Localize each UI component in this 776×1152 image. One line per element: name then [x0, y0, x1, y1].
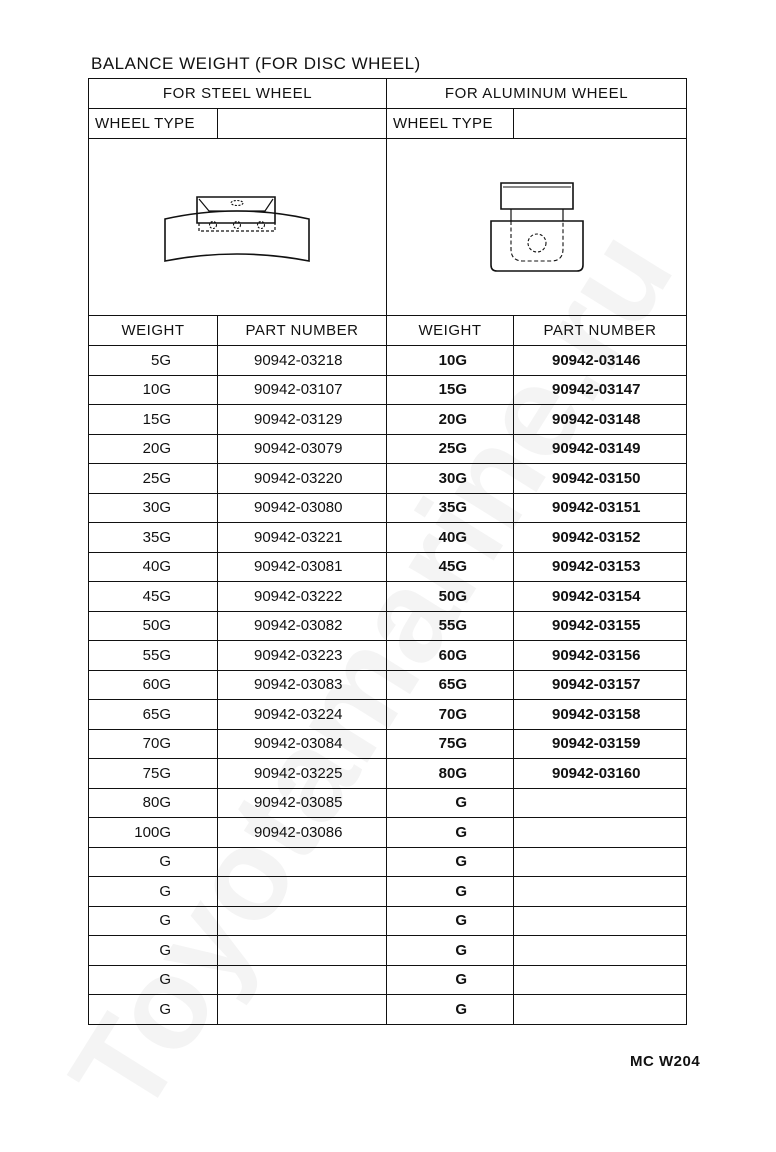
aluminum-weight-cell: 40G — [387, 523, 514, 553]
aluminum-part-number-column-header: PART NUMBER — [514, 316, 687, 346]
aluminum-part-number-cell: 90942-03149 — [514, 434, 687, 464]
steel-part-number-cell: 90942-03224 — [218, 700, 387, 730]
aluminum-weight-cell: G — [387, 847, 514, 877]
steel-weight-cell: G — [89, 965, 218, 995]
steel-weight-cell: G — [89, 906, 218, 936]
steel-weight-cell: 25G — [89, 464, 218, 494]
steel-weight-cell: 75G — [89, 759, 218, 789]
steel-weight-cell: G — [89, 847, 218, 877]
steel-part-number-cell — [218, 877, 387, 907]
aluminum-weight-column-header: WEIGHT — [387, 316, 514, 346]
aluminum-part-number-cell: 90942-03147 — [514, 375, 687, 405]
steel-part-number-cell — [218, 965, 387, 995]
steel-weight-cell: 80G — [89, 788, 218, 818]
steel-part-number-cell: 90942-03079 — [218, 434, 387, 464]
aluminum-weight-cell: G — [387, 877, 514, 907]
aluminum-weight-cell: G — [387, 936, 514, 966]
aluminum-weight-cell: 35G — [387, 493, 514, 523]
document-code: MC W204 — [630, 1053, 701, 1070]
steel-part-number-cell: 90942-03225 — [218, 759, 387, 789]
steel-weight-cell: 40G — [89, 552, 218, 582]
table-row — [89, 346, 687, 376]
table-row — [89, 877, 687, 907]
table-row — [89, 464, 687, 494]
table-row — [89, 405, 687, 435]
steel-part-number-cell — [218, 995, 387, 1025]
weight-rows — [89, 346, 687, 1025]
table-row — [89, 434, 687, 464]
aluminum-part-number-cell: 90942-03150 — [514, 464, 687, 494]
steel-weight-cell: 60G — [89, 670, 218, 700]
steel-part-number-cell — [218, 847, 387, 877]
steel-weight-cell: 65G — [89, 700, 218, 730]
steel-part-number-column-header: PART NUMBER — [218, 316, 387, 346]
aluminum-weight-cell: 50G — [387, 582, 514, 612]
steel-part-number-cell: 90942-03083 — [218, 670, 387, 700]
aluminum-part-number-cell — [514, 965, 687, 995]
steel-part-number-cell: 90942-03223 — [218, 641, 387, 671]
document-title: BALANCE WEIGHT (FOR DISC WHEEL) — [91, 54, 421, 73]
steel-part-number-cell: 90942-03086 — [218, 818, 387, 848]
aluminum-weight-cell: 25G — [387, 434, 514, 464]
aluminum-weight-cell: G — [387, 965, 514, 995]
aluminum-weight-cell: G — [387, 995, 514, 1025]
aluminum-part-number-cell: 90942-03158 — [514, 700, 687, 730]
steel-weight-cell: 45G — [89, 582, 218, 612]
steel-part-number-cell — [218, 936, 387, 966]
table-row — [89, 906, 687, 936]
table-row — [89, 965, 687, 995]
aluminum-weight-cell: 80G — [387, 759, 514, 789]
steel-part-number-cell: 90942-03221 — [218, 523, 387, 553]
aluminum-weight-cell: 65G — [387, 670, 514, 700]
aluminum-part-number-cell: 90942-03156 — [514, 641, 687, 671]
aluminum-part-number-cell: 90942-03153 — [514, 552, 687, 582]
steel-weight-cell: 5G — [89, 346, 218, 376]
steel-part-number-cell: 90942-03107 — [218, 375, 387, 405]
aluminum-weight-cell: 30G — [387, 464, 514, 494]
steel-weight-cell: G — [89, 877, 218, 907]
steel-part-number-cell: 90942-03085 — [218, 788, 387, 818]
aluminum-part-number-cell: 90942-03148 — [514, 405, 687, 435]
aluminum-weight-cell: 10G — [387, 346, 514, 376]
steel-part-number-cell: 90942-03129 — [218, 405, 387, 435]
aluminum-part-number-cell — [514, 877, 687, 907]
aluminum-part-number-cell: 90942-03146 — [514, 346, 687, 376]
steel-weight-cell: 100G — [89, 818, 218, 848]
aluminum-weight-cell: 15G — [387, 375, 514, 405]
aluminum-part-number-cell: 90942-03157 — [514, 670, 687, 700]
table-row — [89, 995, 687, 1025]
steel-weight-cell: 50G — [89, 611, 218, 641]
aluminum-part-number-cell: 90942-03154 — [514, 582, 687, 612]
aluminum-weight-cell: 60G — [387, 641, 514, 671]
aluminum-part-number-cell — [514, 788, 687, 818]
steel-weight-cell: 15G — [89, 405, 218, 435]
aluminum-part-number-cell: 90942-03155 — [514, 611, 687, 641]
aluminum-wheel-header: FOR ALUMINUM WHEEL — [387, 79, 687, 109]
aluminum-part-number-cell — [514, 906, 687, 936]
aluminum-part-number-cell: 90942-03151 — [514, 493, 687, 523]
steel-clip-weight-icon — [89, 139, 387, 315]
steel-part-number-cell: 90942-03220 — [218, 464, 387, 494]
aluminum-wheel-type-label: WHEEL TYPE — [387, 109, 514, 139]
table-row — [89, 552, 687, 582]
table-row — [89, 788, 687, 818]
steel-part-number-cell: 90942-03222 — [218, 582, 387, 612]
table-row — [89, 611, 687, 641]
steel-wheel-type-value — [218, 109, 387, 139]
steel-part-number-cell: 90942-03080 — [218, 493, 387, 523]
aluminum-weight-cell: 70G — [387, 700, 514, 730]
table-row — [89, 523, 687, 553]
steel-part-number-cell: 90942-03084 — [218, 729, 387, 759]
aluminum-adhesive-weight-icon — [387, 139, 687, 315]
aluminum-part-number-cell: 90942-03160 — [514, 759, 687, 789]
aluminum-part-number-cell: 90942-03159 — [514, 729, 687, 759]
steel-weight-cell: G — [89, 995, 218, 1025]
aluminum-part-number-cell: 90942-03152 — [514, 523, 687, 553]
aluminum-part-number-cell — [514, 847, 687, 877]
steel-weight-cell: 20G — [89, 434, 218, 464]
aluminum-weight-cell: 55G — [387, 611, 514, 641]
steel-weight-cell: 10G — [89, 375, 218, 405]
table-row — [89, 670, 687, 700]
steel-part-number-cell — [218, 906, 387, 936]
steel-weight-cell: 30G — [89, 493, 218, 523]
table-row — [89, 936, 687, 966]
aluminum-weight-cell: 75G — [387, 729, 514, 759]
steel-weight-illustration — [89, 139, 387, 316]
steel-weight-column-header: WEIGHT — [89, 316, 218, 346]
aluminum-wheel-type-value — [514, 109, 687, 139]
steel-part-number-cell: 90942-03218 — [218, 346, 387, 376]
aluminum-weight-cell: 45G — [387, 552, 514, 582]
aluminum-part-number-cell — [514, 995, 687, 1025]
aluminum-weight-cell: G — [387, 906, 514, 936]
table-row — [89, 847, 687, 877]
table-row — [89, 759, 687, 789]
table-row — [89, 729, 687, 759]
steel-weight-cell: 70G — [89, 729, 218, 759]
aluminum-weight-cell: G — [387, 818, 514, 848]
balance-weight-table — [88, 78, 687, 1025]
table-row — [89, 493, 687, 523]
aluminum-weight-illustration — [387, 139, 687, 316]
table-row — [89, 582, 687, 612]
steel-weight-cell: G — [89, 936, 218, 966]
aluminum-part-number-cell — [514, 936, 687, 966]
steel-wheel-header: FOR STEEL WHEEL — [89, 79, 387, 109]
steel-part-number-cell: 90942-03082 — [218, 611, 387, 641]
aluminum-part-number-cell — [514, 818, 687, 848]
table-row — [89, 641, 687, 671]
table-row — [89, 700, 687, 730]
steel-weight-cell: 35G — [89, 523, 218, 553]
steel-part-number-cell: 90942-03081 — [218, 552, 387, 582]
aluminum-weight-cell: 20G — [387, 405, 514, 435]
steel-weight-cell: 55G — [89, 641, 218, 671]
steel-wheel-type-label: WHEEL TYPE — [89, 109, 218, 139]
aluminum-weight-cell: G — [387, 788, 514, 818]
table-row — [89, 375, 687, 405]
table-row — [89, 818, 687, 848]
